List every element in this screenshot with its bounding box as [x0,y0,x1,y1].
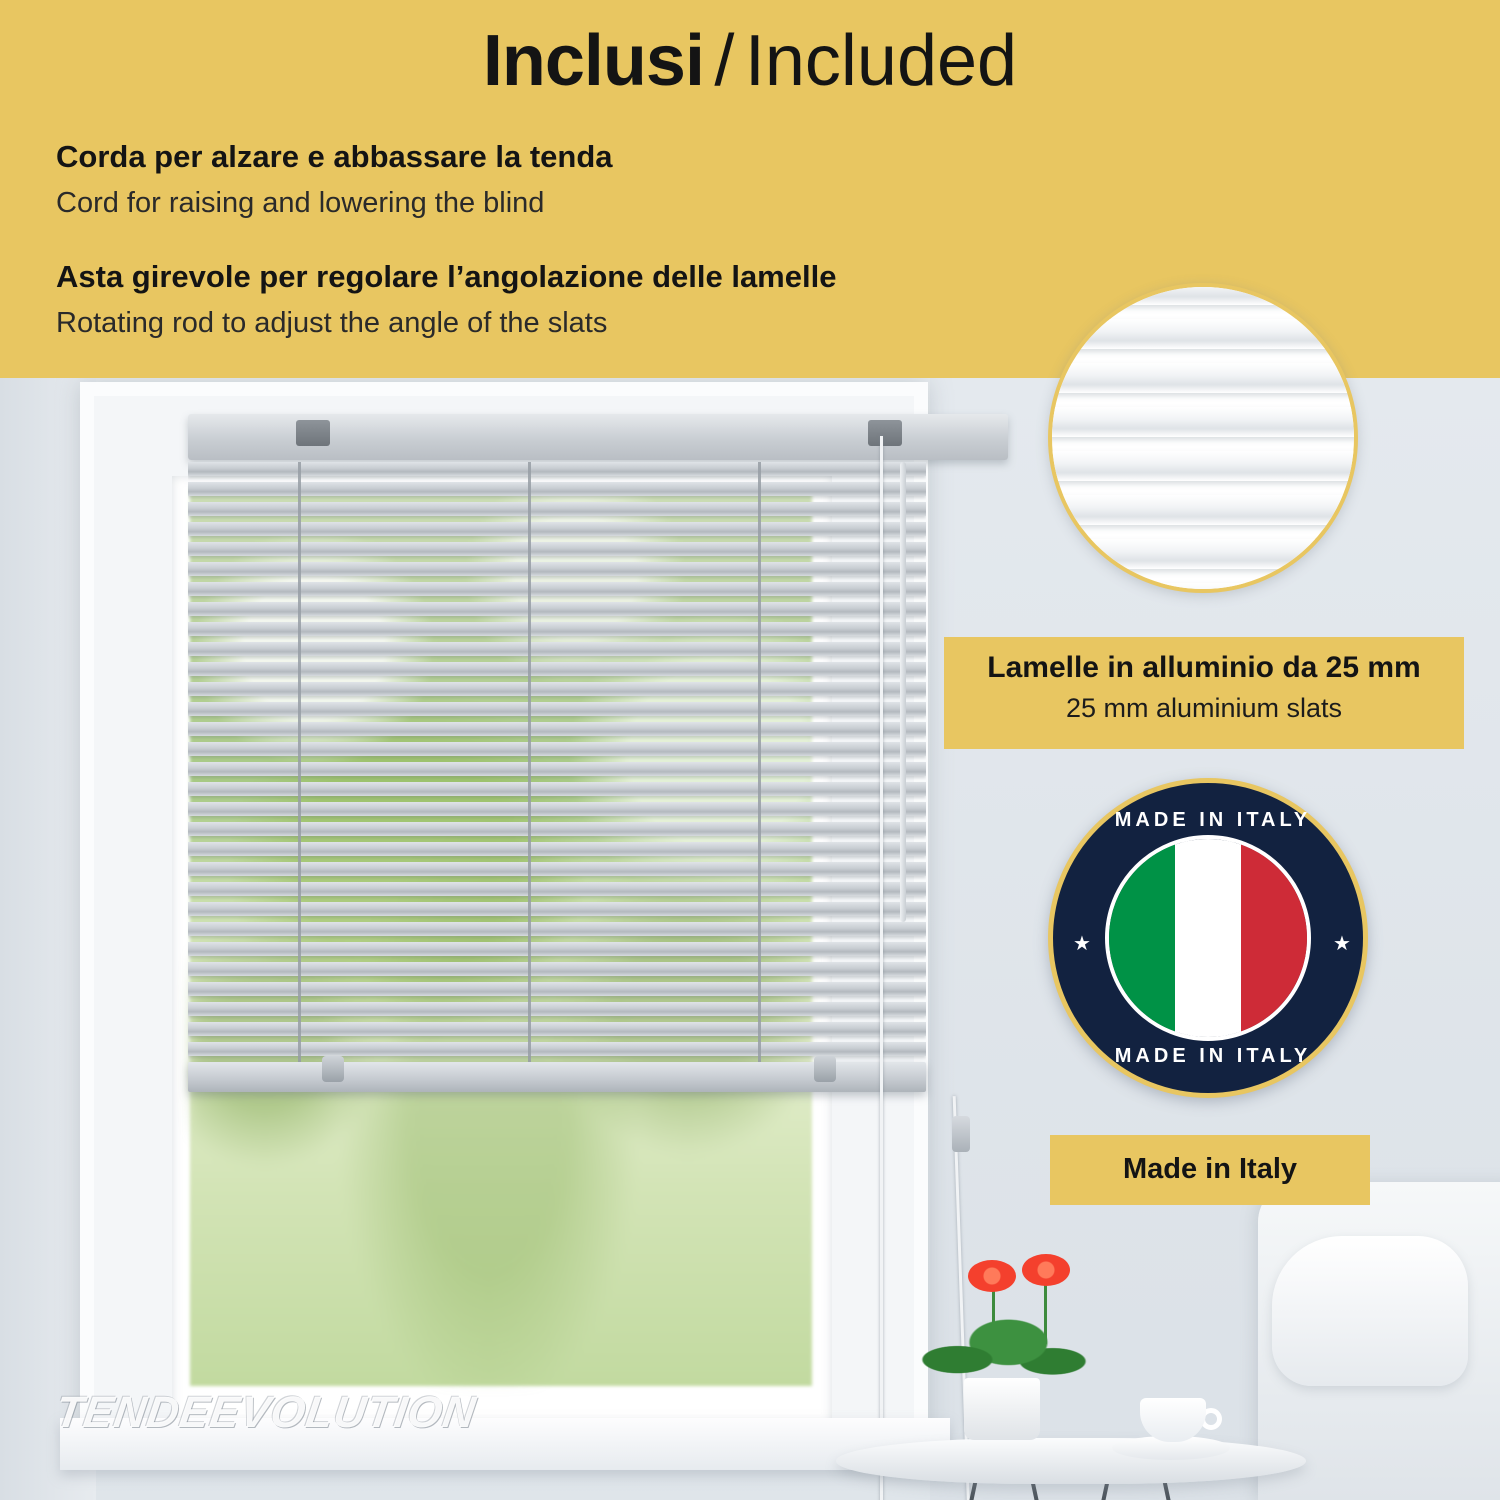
italian-flag-icon [1105,835,1311,1041]
sofa-cushion [1272,1236,1468,1386]
slats-callout [944,637,1464,749]
closeup-slat [1048,407,1358,437]
flag-white-stripe [1175,839,1241,1037]
feature-cord [56,138,1156,222]
pull-cord [880,436,883,1500]
slats-callout-english: 25 mm aluminium slats [1065,693,1343,723]
feature-rod-italian: Asta girevole per regolare l’angolazione delle lamelle [56,259,837,294]
banner-title-italian: Inclusi [482,21,704,101]
cord-tassel [814,1056,836,1082]
banner-title [0,20,1500,102]
cord-pull-tip [952,1116,970,1152]
feature-rod-english: Rotating rod to adjust the angle of the slats [56,306,608,339]
banner-title-separator: / [714,21,735,101]
feature-cord-english: Cord for raising and lowering the blind [56,186,545,219]
ladder-cord [298,462,301,1062]
ladder-cord [528,462,531,1062]
banner-title-english: Included [744,21,1018,101]
cord-tassel [322,1056,344,1082]
coffee-table [836,1438,1306,1484]
slats-callout-italian: Lamelle in alluminio da 25 mm [987,651,1421,684]
closeup-slat [1048,283,1358,305]
brand-watermark: TENDEEVOLUTION [52,1388,480,1437]
blind-headrail [188,414,1008,460]
rotating-rod [900,462,906,922]
closeup-slat [1048,363,1358,393]
feature-cord-italian: Corda per alzare e abbassare la tenda [56,139,613,174]
window-frame [80,382,928,1442]
closeup-slat [1048,495,1358,525]
star-icon: ★ [1333,933,1351,955]
gerbera-flower [1022,1254,1070,1286]
headrail-bracket-right [868,420,902,446]
feature-rod [56,258,1156,342]
ladder-cord [758,462,761,1062]
closeup-slat [1048,319,1358,349]
badge-bottom-text: MADE IN ITALY [1114,1045,1312,1067]
star-icon: ★ [1073,933,1091,955]
closeup-slat [1048,539,1358,569]
slat-closeup-circle [1048,283,1358,593]
flag-green-stripe [1109,839,1175,1037]
gerbera-flower [968,1260,1016,1292]
made-in-italy-callout [1050,1135,1370,1205]
closeup-slat [1048,451,1358,481]
badge-top-text: MADE IN ITALY [1114,809,1312,831]
flower-pot [964,1378,1040,1440]
headrail-bracket-left [296,420,330,446]
flag-red-stripe [1241,839,1307,1037]
made-in-italy-label: Made in Italy [1122,1153,1298,1185]
made-in-italy-badge [1048,778,1368,1098]
